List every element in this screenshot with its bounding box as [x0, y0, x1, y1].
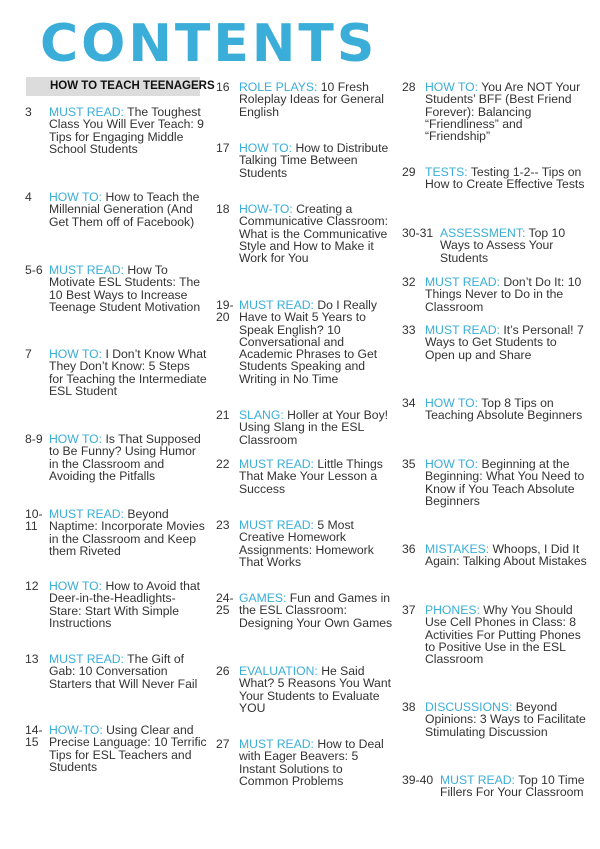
page-number: 39-40	[402, 773, 434, 787]
page-number: 16	[216, 80, 230, 94]
entry-title: He Said What? 5 Reasons You Want Your Students to Evaluate YOU	[239, 664, 391, 715]
entry-category: HOW-TO:	[49, 723, 103, 737]
entry-category: HOW TO:	[49, 347, 103, 361]
entry-category: SLANG:	[239, 408, 284, 422]
entry-text	[425, 276, 587, 313]
toc-entry[interactable]	[402, 774, 587, 799]
page-number: 33	[402, 323, 416, 337]
entry-title: How to Deal with Eager Beavers: 5 Instant Solutions to Common Problems	[239, 737, 384, 788]
entry-title: Whoops, I Did It Again: Talking About Mistakes	[425, 542, 587, 569]
entry-category: MUST READ:	[49, 507, 124, 521]
entry-category: MUST READ:	[425, 323, 500, 337]
page-number: 13	[25, 652, 39, 666]
entry-category: DISCUSSIONS:	[425, 700, 513, 714]
entry-category: EVALUATION:	[239, 664, 318, 678]
entry-text	[440, 774, 587, 799]
entry-text	[239, 142, 394, 179]
page-number: 30-31	[402, 226, 434, 240]
entry-text	[49, 653, 207, 690]
entry-category: HOW TO:	[425, 457, 479, 471]
entry-title: It’s Personal! 7 Ways to Get Students to Open up and Share	[425, 323, 584, 362]
entry-category: HOW TO:	[425, 80, 479, 94]
entry-title: Top 10 Ways to Assess Your Students	[440, 226, 566, 265]
toc-entry[interactable]	[216, 592, 394, 629]
toc-entry[interactable]	[216, 519, 394, 568]
entry-text	[239, 458, 394, 495]
entry-title: How To Motivate ESL Students: The 10 Best Ways to Increase Teenage Student Motivation	[49, 263, 201, 314]
entry-title: How to Distribute Talking Time Between Students	[239, 141, 389, 180]
entry-category: HOW-TO:	[239, 202, 293, 216]
entry-category: GAMES:	[239, 591, 287, 605]
entry-text	[425, 458, 587, 507]
entry-title: The Toughest Class You Will Ever Teach: 9 Tips for Engaging Middle School Students	[49, 105, 204, 156]
entry-category: MUST READ:	[49, 105, 124, 119]
toc-entry[interactable]	[216, 81, 394, 118]
entry-title: Beginning at the Beginning: What You Need to Know if You Teach Absolute Beginners	[425, 457, 585, 508]
entry-category: HOW TO:	[49, 579, 103, 593]
toc-entry[interactable]	[402, 324, 587, 361]
page-number: 4	[25, 190, 32, 204]
entry-title: Little Things That Make Your Lesson a Success	[239, 457, 383, 496]
entry-title: How to Avoid that Deer-in-the-Headlights-Stare: Start With Simple Instructions	[49, 579, 201, 630]
page-title: CONTENTS	[40, 14, 378, 74]
toc-entry[interactable]	[25, 653, 207, 690]
entry-title: Fun and Games in the ESL Classroom: Designing Your Own Games	[239, 591, 393, 630]
entry-text	[239, 665, 394, 714]
entry-title: Testing 1-2-- Tips on How to Create Effective Tests	[425, 165, 585, 192]
page-number: 7	[25, 347, 32, 361]
entry-text	[425, 166, 587, 191]
toc-entry[interactable]	[25, 106, 207, 155]
page-number: 3	[25, 105, 32, 119]
entry-category: MUST READ:	[239, 518, 314, 532]
toc-entry[interactable]	[402, 227, 587, 264]
page-number: 26	[216, 664, 230, 678]
page-number: 29	[402, 165, 416, 179]
toc-entry[interactable]	[25, 348, 207, 397]
entry-text	[49, 508, 207, 557]
page-number: 38	[402, 700, 416, 714]
entry-title: Is That Supposed to Be Funny? Using Humor in the Classroom and Avoiding the Pitfalls	[49, 432, 201, 483]
page-number: 10-11	[25, 507, 43, 534]
entry-title: Top 10 Time Fillers For Your Classroom	[440, 773, 585, 800]
entry-category: HOW TO:	[239, 141, 293, 155]
entry-title: Holler at Your Boy! Using Slang in the ESL Classroom	[239, 408, 389, 447]
toc-entry[interactable]	[402, 604, 587, 665]
entry-text	[440, 227, 587, 264]
page-number: 18	[216, 202, 230, 216]
entry-title: Using Clear and Precise Language: 10 Terrific Tips for ESL Teachers and Students	[49, 723, 207, 774]
toc-entry[interactable]	[25, 191, 207, 228]
page-number: 5-6	[25, 263, 43, 277]
toc-entry[interactable]	[402, 166, 587, 191]
entry-text	[425, 397, 587, 422]
entry-category: MUST READ:	[49, 652, 124, 666]
entry-title: The Gift of Gab: 10 Conversation Starters that Will Never Fail	[49, 652, 198, 691]
entry-text	[239, 299, 394, 385]
page-number: 36	[402, 542, 416, 556]
toc-entry[interactable]	[25, 580, 207, 629]
entry-category: HOW TO:	[49, 190, 103, 204]
toc-entry[interactable]	[216, 458, 394, 495]
entry-title: Top 8 Tips on Teaching Absolute Beginners	[425, 396, 583, 423]
entry-title: I Don’t Know What They Don’t Know: 5 Steps for Teaching the Intermediate ESL Student	[49, 347, 207, 398]
toc-entry[interactable]	[25, 264, 207, 313]
entry-text	[49, 433, 207, 482]
entry-category: MUST READ:	[440, 773, 515, 787]
page-number: 8-9	[25, 432, 43, 446]
page-number: 22	[216, 457, 230, 471]
entry-title: Beyond Naptime: Incorporate Movies in the Classroom and Keep them Riveted	[49, 507, 205, 558]
page-number: 34	[402, 396, 416, 410]
section-header-label: HOW TO TEACH TEENAGERS	[50, 80, 215, 92]
entry-category: ROLE PLAYS:	[239, 80, 318, 94]
page-number: 28	[402, 80, 416, 94]
entry-text	[425, 81, 587, 142]
toc-entry[interactable]	[216, 409, 394, 446]
entry-text	[49, 348, 207, 397]
toc-entry[interactable]	[216, 203, 394, 264]
page-number: 23	[216, 518, 230, 532]
page-number: 19-20	[216, 298, 234, 325]
entry-title: Why You Should Use Cell Phones in Class: 8 Activities For Putting Phones to Positive Use in the ESL Classroom	[425, 603, 581, 667]
toc-entry[interactable]	[216, 142, 394, 179]
entry-text	[49, 106, 207, 155]
toc-entry[interactable]	[402, 458, 587, 507]
entry-text	[239, 409, 394, 446]
entry-text	[49, 191, 207, 228]
entry-text	[425, 324, 587, 361]
entry-category: MUST READ:	[239, 298, 314, 312]
entry-category: MUST READ:	[239, 737, 314, 751]
entry-category: MUST READ:	[49, 263, 124, 277]
entry-title: 5 Most Creative Homework Assignments: Homework That Works	[239, 518, 374, 569]
entry-text	[425, 701, 587, 738]
entry-title: You Are NOT Your Students’ BFF (Best Friend Forever): Balancing “Friendliness” and “Friendship”	[425, 80, 581, 144]
entry-text	[239, 738, 394, 787]
page-number: 24-25	[216, 591, 234, 618]
entry-text	[49, 580, 207, 629]
page-number: 12	[25, 579, 39, 593]
toc-entry[interactable]	[402, 81, 587, 142]
entry-title: Beyond Opinions: 3 Ways to Facilitate Stimulating Discussion	[425, 700, 586, 739]
toc-entry[interactable]	[402, 543, 587, 568]
entry-title: 10 Fresh Roleplay Ideas for General English	[239, 80, 384, 119]
page-number: 27	[216, 737, 230, 751]
entry-title: Do I Really Have to Wait 5 Years to Speak English? 10 Conversational and Academic Phrases to Get Students Speaking and Writing in No Time	[239, 298, 378, 386]
entry-text	[425, 543, 587, 568]
entry-category: HOW TO:	[425, 396, 479, 410]
toc-entry[interactable]	[402, 276, 587, 313]
entry-category: TESTS:	[425, 165, 468, 179]
entry-text	[239, 203, 394, 264]
toc-entry[interactable]	[402, 397, 587, 422]
entry-title: Don’t Do It: 10 Things Never to Do in the Classroom	[425, 275, 582, 314]
page-number: 37	[402, 603, 416, 617]
toc-entry[interactable]	[216, 299, 394, 385]
toc-entry[interactable]	[216, 738, 394, 787]
page-number: 17	[216, 141, 230, 155]
toc-entry[interactable]	[402, 701, 587, 738]
entry-text	[425, 604, 587, 665]
entry-text	[239, 81, 394, 118]
entry-category: MISTAKES:	[425, 542, 490, 556]
toc-entry[interactable]	[25, 724, 207, 773]
entry-title: How to Teach the Millennial Generation (And Get Them off of Facebook)	[49, 190, 200, 229]
entry-text	[239, 592, 394, 629]
toc-entry[interactable]	[25, 508, 207, 557]
toc-entry[interactable]	[25, 433, 207, 482]
entry-text	[239, 519, 394, 568]
page-number: 21	[216, 408, 230, 422]
entry-category: ASSESSMENT:	[440, 226, 526, 240]
entry-category: MUST READ:	[425, 275, 500, 289]
page-number: 32	[402, 275, 416, 289]
entry-text	[49, 264, 207, 313]
page-number: 35	[402, 457, 416, 471]
entry-title: Creating a Communicative Classroom: What is the Communicative Style and How to Make it Work for You	[239, 202, 388, 266]
entry-text	[49, 724, 207, 773]
entry-category: MUST READ:	[239, 457, 314, 471]
toc-entry[interactable]	[216, 665, 394, 714]
page-number: 14-15	[25, 723, 43, 750]
entry-category: HOW TO:	[49, 432, 103, 446]
entry-category: PHONES:	[425, 603, 480, 617]
